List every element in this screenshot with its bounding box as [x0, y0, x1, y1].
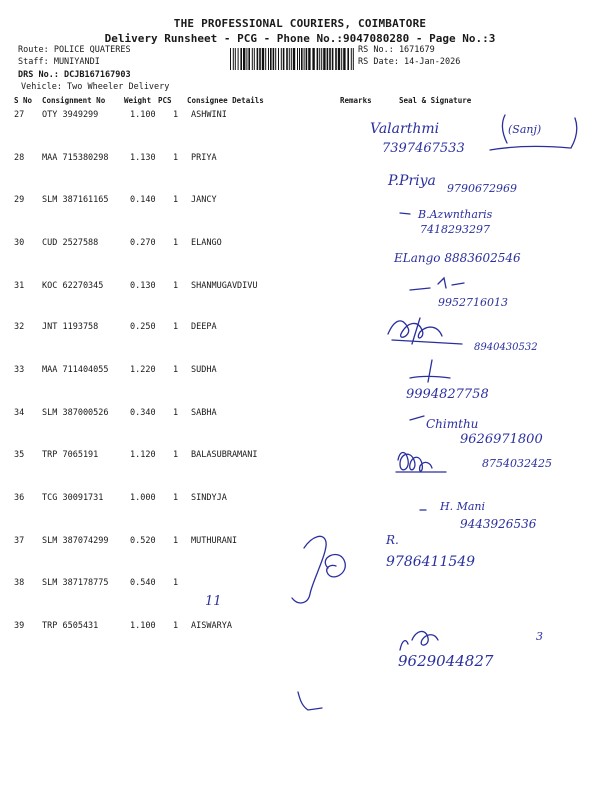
- signature-scribble: [400, 631, 438, 650]
- col-sno: S No: [14, 96, 33, 105]
- row-sno: 37: [14, 536, 25, 546]
- row-weight: 0.540: [130, 578, 156, 588]
- row-sno: 34: [14, 408, 25, 418]
- row-pcs: 1: [173, 493, 179, 503]
- ink-stroke: [410, 416, 424, 420]
- row-sno: 39: [14, 621, 25, 631]
- rs-number: RS No.: 1671679: [358, 45, 435, 55]
- row-consignee: ASHWINI: [191, 110, 227, 120]
- signature-note: (Sanj): [508, 123, 542, 136]
- row-pcs: 1: [173, 195, 179, 205]
- row-sno: 29: [14, 195, 25, 205]
- row-consignment: TCG 30091731: [42, 493, 104, 503]
- signature-phone: 9626971800: [460, 432, 543, 447]
- signature-text: ELango 8883602546: [394, 251, 521, 265]
- row-pcs: 1: [173, 450, 179, 460]
- row-consignee: ELANGO: [191, 238, 222, 248]
- rs-date: RS Date: 14-Jan-2026: [358, 57, 461, 67]
- signature-note: 3: [536, 630, 543, 643]
- row-consignment: MAA 715380298: [42, 153, 109, 163]
- row-consignee: DEEPA: [191, 322, 217, 332]
- signature-scribble: [410, 278, 464, 290]
- row-weight: 1.100: [130, 110, 156, 120]
- signature-phone: 7397467533: [382, 141, 465, 156]
- signature-text: H. Mani: [440, 500, 486, 513]
- row-sno: 27: [14, 110, 25, 120]
- signature-phone: 9952716013: [438, 296, 508, 309]
- row-pcs: 1: [173, 408, 179, 418]
- row-weight: 0.130: [130, 281, 156, 291]
- signature-phone: 9443926536: [460, 517, 537, 531]
- vehicle-label: Vehicle: Two Wheeler Delivery: [21, 82, 170, 92]
- row-consignee: SINDYJA: [191, 493, 227, 503]
- signature-phone: 9994827758: [406, 387, 489, 402]
- row-consignee: SABHA: [191, 408, 217, 418]
- row-sno: 28: [14, 153, 25, 163]
- row-weight: 1.000: [130, 493, 156, 503]
- route-label: Route: POLICE QUATERES: [18, 45, 131, 55]
- col-pcs: PCS: [158, 96, 172, 105]
- row-pcs: 1: [173, 578, 179, 588]
- signature-scribble: [396, 453, 446, 473]
- col-weight: Weight: [124, 96, 152, 105]
- bracket-mark: [571, 118, 577, 148]
- col-consignment: Consignment No: [42, 96, 106, 105]
- row-weight: 1.100: [130, 621, 156, 631]
- row-consignment: SLM 387000526: [42, 408, 109, 418]
- row-pcs: 1: [173, 110, 179, 120]
- col-consignee: Consignee Details: [187, 96, 264, 105]
- row-sno: 32: [14, 322, 25, 332]
- ink-stroke: [400, 213, 410, 214]
- row-consignee: SHANMUGAVDIVU: [191, 281, 258, 291]
- ink-stroke: [490, 146, 570, 150]
- row-weight: 0.250: [130, 322, 156, 332]
- row-pcs: 1: [173, 365, 179, 375]
- signature-phone: 9786411549: [386, 554, 476, 570]
- col-seal: Seal & Signature: [399, 96, 472, 105]
- row-consignee: JANCY: [191, 195, 217, 205]
- signature-scribble: [388, 318, 462, 344]
- row-consignee: SUDHA: [191, 365, 217, 375]
- row-consignment: SLM 387178775: [42, 578, 109, 588]
- signature-text: B.Azwntharis: [418, 208, 493, 221]
- row-pcs: 1: [173, 281, 179, 291]
- signature-text: P.Priya: [388, 173, 436, 189]
- row-consignee: BALASUBRAMANI: [191, 450, 258, 460]
- row-weight: 0.520: [130, 536, 156, 546]
- ink-stroke: [298, 692, 322, 710]
- row-sno: 38: [14, 578, 25, 588]
- row-sno: 30: [14, 238, 25, 248]
- row-weight: 0.140: [130, 195, 156, 205]
- signature-phone: 7418293297: [420, 223, 490, 236]
- signature-scribble: [325, 555, 345, 577]
- row-sno: 36: [14, 493, 25, 503]
- signature-phone: 9629044827: [398, 652, 494, 670]
- row-consignment: TRP 6505431: [42, 621, 99, 631]
- row-consignment: SLM 387161165: [42, 195, 109, 205]
- row-consignment: KOC 62270345: [42, 281, 104, 291]
- row-consignment: JNT 1193758: [42, 322, 99, 332]
- signature-phone: 8754032425: [482, 457, 552, 470]
- signature-phone: 9790672969: [447, 182, 517, 195]
- runsheet-title: Delivery Runsheet - PCG - Phone No.:9047080280 - Page No.:3: [104, 32, 496, 45]
- col-remarks: Remarks: [340, 96, 372, 105]
- signature-scribble: [292, 536, 326, 603]
- row-consignee: AISWARYA: [191, 621, 232, 631]
- signature-text: R.: [386, 533, 399, 547]
- row-consignment: MAA 711404055: [42, 365, 109, 375]
- row-pcs: 1: [173, 238, 179, 248]
- row-weight: 1.220: [130, 365, 156, 375]
- row-consignee: MUTHURANI: [191, 536, 238, 546]
- row-consignment: SLM 387074299: [42, 536, 109, 546]
- row-weight: 1.120: [130, 450, 156, 460]
- row-pcs: 1: [173, 322, 179, 332]
- signature-text: Chimthu: [426, 417, 479, 431]
- row-sno: 35: [14, 450, 25, 460]
- row-weight: 0.270: [130, 238, 156, 248]
- drs-number: DRS No.: DCJB167167903: [18, 70, 131, 80]
- row-weight: 0.340: [130, 408, 156, 418]
- row-weight: 1.130: [130, 153, 156, 163]
- row-pcs: 1: [173, 153, 179, 163]
- row-consignment: TRP 7065191: [42, 450, 99, 460]
- company-name: THE PROFESSIONAL COURIERS, COIMBATORE: [173, 17, 427, 30]
- row-sno: 31: [14, 281, 25, 291]
- bracket-mark: [502, 115, 507, 143]
- row-pcs: 1: [173, 621, 179, 631]
- staff-label: Staff: MUNIYANDI: [18, 57, 100, 67]
- row-consignee: PRIYA: [191, 153, 217, 163]
- row-sno: 33: [14, 365, 25, 375]
- signature-text: Valarthmi: [370, 121, 440, 137]
- signature-note: 11: [205, 594, 222, 609]
- row-consignment: CUD 2527588: [42, 238, 99, 248]
- signature-scribble: [410, 360, 450, 382]
- row-pcs: 1: [173, 536, 179, 546]
- signature-phone: 8940430532: [474, 342, 538, 353]
- row-consignment: OTY 3949299: [42, 110, 99, 120]
